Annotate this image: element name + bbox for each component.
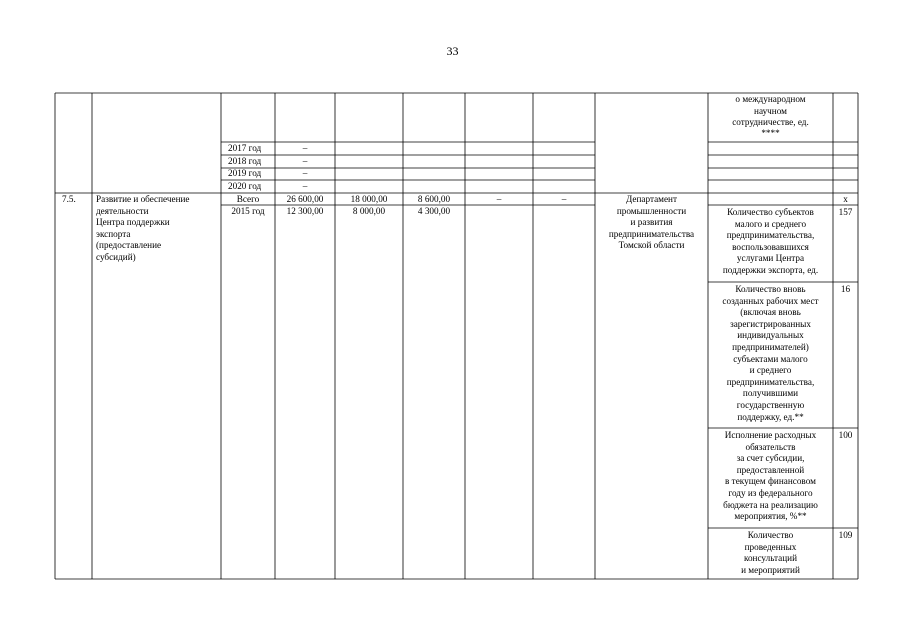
year-2017: 2017 год xyxy=(228,143,262,153)
year-2018: 2018 год xyxy=(228,156,262,166)
responsible-line: Департамент xyxy=(626,194,677,204)
total-value: 8 600,00 xyxy=(417,194,451,204)
top-indicator-line: о международном xyxy=(735,94,806,104)
indicator-value: 109 xyxy=(838,530,853,540)
indicator-line: мероприятия, %** xyxy=(734,511,807,522)
responsible-line: промышленности xyxy=(616,205,687,216)
indicator-line: государственную xyxy=(736,399,805,410)
row-name-line: Развитие и обеспечение xyxy=(96,194,190,204)
indicator-line: малого и среднего xyxy=(734,218,807,229)
indicator-line: и среднего xyxy=(749,365,792,376)
row-number: 7.5. xyxy=(62,194,76,204)
row-name-line: деятельности xyxy=(96,205,149,216)
indicator-line: зарегистрированных xyxy=(730,318,811,329)
responsible-line: и развития xyxy=(630,217,673,228)
indicator-line: поддержку, ед.** xyxy=(737,411,804,422)
indicator-line: консультаций xyxy=(743,553,798,564)
indicator-line: поддержки экспорта, ед. xyxy=(722,264,819,275)
indicator-line: индивидуальных xyxy=(737,330,804,341)
dash: – xyxy=(302,168,308,178)
responsible xyxy=(595,194,708,252)
total-label: Всего xyxy=(236,194,260,204)
indicator-line: за счет субсидии, xyxy=(736,453,805,464)
row-name-line: Центра поддержки xyxy=(96,217,170,228)
indicator-line: Исполнение расходных xyxy=(724,430,817,440)
indicator-text xyxy=(708,284,833,423)
row-name-line: экспорта xyxy=(96,228,131,239)
year-label: 2015 год xyxy=(231,206,265,216)
indicator-value: 157 xyxy=(838,207,853,217)
indicator-line: бюджета на реализацию xyxy=(723,499,818,510)
top-indicator-line: **** xyxy=(761,127,780,138)
indicator-line: обязательств xyxy=(745,441,796,452)
year-value: 12 300,00 xyxy=(286,206,324,216)
indicator-line: Количество xyxy=(747,530,794,540)
indicator-text xyxy=(708,430,833,523)
dash: – xyxy=(302,156,308,166)
responsible-line: Томской области xyxy=(618,240,685,251)
dash: – xyxy=(302,181,308,191)
indicator-line: Количество вновь xyxy=(735,284,806,294)
year-value: 4 300,00 xyxy=(417,206,451,216)
indicator-line: в текущем финансовом xyxy=(725,476,816,487)
dash: – xyxy=(302,143,308,153)
indicator-text xyxy=(708,207,833,277)
indicator-line: предпринимательства, xyxy=(726,230,815,241)
indicator-line: и мероприятий xyxy=(741,564,800,575)
indicator-line: году из федерального xyxy=(728,487,813,498)
indicator-value: 16 xyxy=(840,284,851,294)
indicator-line: воспользовавшихся xyxy=(732,241,809,252)
indicator-line: получившими xyxy=(742,388,799,399)
top-indicator xyxy=(708,94,833,137)
indicator-line: предпринимателей) xyxy=(732,341,809,352)
total-value: 18 000,00 xyxy=(350,194,388,204)
indicator-line: предоставленной xyxy=(736,464,805,475)
x-mark: x xyxy=(843,194,848,204)
indicator-line: субъектами малого xyxy=(733,353,808,364)
top-indicator-line: сотрудничестве, ед. xyxy=(732,117,809,128)
row-name-line: (предоставление xyxy=(96,240,162,251)
page-number: 33 xyxy=(446,44,459,58)
total-value: – xyxy=(496,194,502,204)
indicator-line: предпринимательства, xyxy=(726,376,815,387)
year-value: 8 000,00 xyxy=(352,206,386,216)
year-2019: 2019 год xyxy=(228,168,262,178)
indicator-line: созданных рабочих мест xyxy=(722,295,819,306)
row-name-line: субсидий) xyxy=(96,251,136,262)
total-value: 26 600,00 xyxy=(286,194,324,204)
indicator-line: (включая вновь xyxy=(740,307,801,318)
total-value: – xyxy=(561,194,567,204)
year-2020: 2020 год xyxy=(228,181,262,191)
indicator-value: 100 xyxy=(838,430,853,440)
indicator-line: проведенных xyxy=(744,541,797,552)
indicator-line: услугами Центра xyxy=(736,253,805,264)
top-indicator-line: научном xyxy=(754,105,787,116)
row-name xyxy=(96,194,190,264)
indicator-line: Количество субъектов xyxy=(727,207,814,217)
responsible-line: предпринимательства xyxy=(608,228,695,239)
indicator-text xyxy=(708,530,833,576)
